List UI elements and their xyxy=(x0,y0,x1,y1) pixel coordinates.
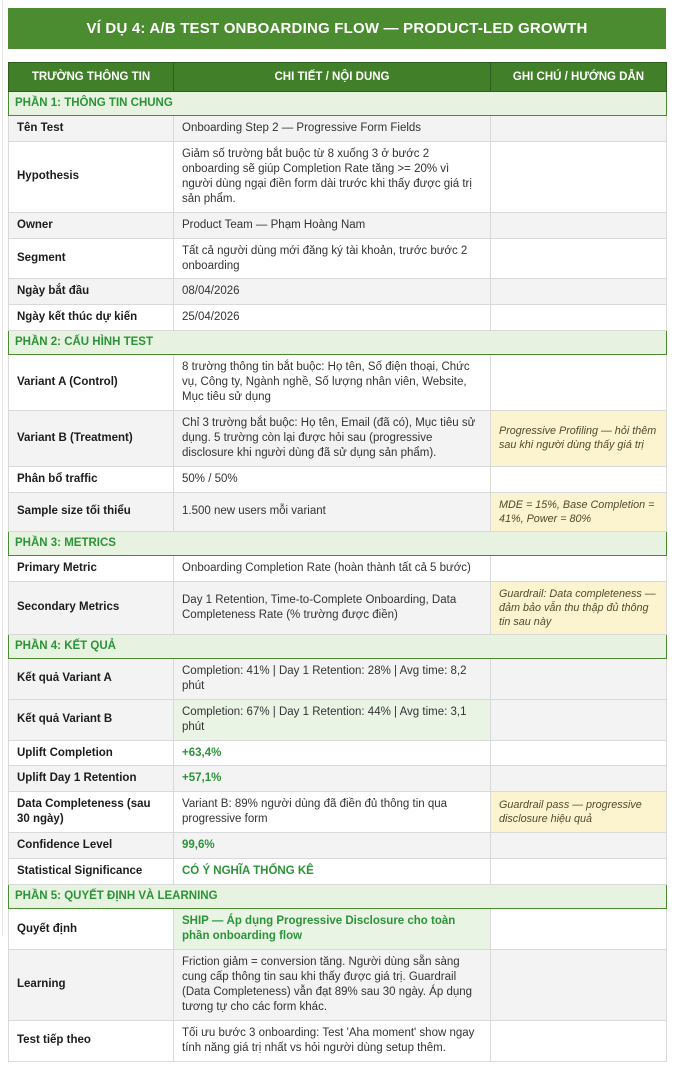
table-body xyxy=(9,92,667,1062)
detail-cell: +63,4% xyxy=(174,740,491,766)
field-label-cell: Hypothesis xyxy=(9,141,174,212)
detail-cell: Onboarding Completion Rate (hoàn thành tất cả 5 bước) xyxy=(174,555,491,581)
detail-cell: 08/04/2026 xyxy=(174,279,491,305)
field-label-cell: Ngày kết thúc dự kiến xyxy=(9,305,174,331)
table-row xyxy=(9,279,667,305)
note-cell xyxy=(491,859,667,885)
field-label-cell: Variant A (Control) xyxy=(9,355,174,411)
note-cell xyxy=(491,466,667,492)
note-cell xyxy=(491,238,667,279)
note-cell xyxy=(491,658,667,699)
section-title: PHẦN 1: THÔNG TIN CHUNG xyxy=(9,92,667,116)
detail-cell: 25/04/2026 xyxy=(174,305,491,331)
section-header-row xyxy=(9,331,667,355)
field-label-cell: Learning xyxy=(9,949,174,1020)
note-cell xyxy=(491,279,667,305)
field-label-cell: Statistical Significance xyxy=(9,859,174,885)
table-row xyxy=(9,658,667,699)
detail-cell: CÓ Ý NGHĨA THỐNG KÊ xyxy=(174,859,491,885)
field-label-cell: Confidence Level xyxy=(9,833,174,859)
field-label-cell: Primary Metric xyxy=(9,555,174,581)
table-row xyxy=(9,833,667,859)
field-label-cell: Tên Test xyxy=(9,115,174,141)
table-row xyxy=(9,355,667,411)
table-row xyxy=(9,411,667,467)
table-row xyxy=(9,740,667,766)
note-cell xyxy=(491,115,667,141)
note-cell xyxy=(491,909,667,950)
table-header-row xyxy=(9,63,667,92)
field-label-cell: Secondary Metrics xyxy=(9,581,174,634)
table-row xyxy=(9,141,667,212)
column-header-field: TRƯỜNG THÔNG TIN xyxy=(9,63,174,92)
table-row xyxy=(9,766,667,792)
detail-cell: Giảm số trường bắt buộc từ 8 xuống 3 ở bước 2 onboarding sẽ giúp Completion Rate tăng >= 20% vì người dùng ngại điền form dài trước khi thấy được giá trị sản phẩm. xyxy=(174,141,491,212)
table-row xyxy=(9,238,667,279)
section-title: PHẦN 2: CẤU HÌNH TEST xyxy=(9,331,667,355)
column-header-detail: CHI TIẾT / NỘI DUNG xyxy=(174,63,491,92)
note-cell: Progressive Profiling — hỏi thêm sau khi người dùng thấy giá trị xyxy=(491,411,667,467)
spreadsheet-gridline xyxy=(2,0,3,936)
table-row xyxy=(9,492,667,531)
table-row xyxy=(9,859,667,885)
field-label-cell: Ngày bắt đầu xyxy=(9,279,174,305)
table-row xyxy=(9,1020,667,1061)
detail-cell: Chỉ 3 trường bắt buộc: Họ tên, Email (đã có), Mục tiêu sử dụng. 5 trường còn lại được hỏi sau (progressive disclosure khi người dùng đã sử dụng sản phẩm). xyxy=(174,411,491,467)
note-cell: Guardrail: Data completeness — đảm bảo vẫn thu thập đủ thông tin sau này xyxy=(491,581,667,634)
note-cell: MDE = 15%, Base Completion = 41%, Power = 80% xyxy=(491,492,667,531)
field-label-cell: Kết quả Variant A xyxy=(9,658,174,699)
table-row xyxy=(9,305,667,331)
detail-cell: Tất cả người dùng mới đăng ký tài khoản, trước bước 2 onboarding xyxy=(174,238,491,279)
section-header-row xyxy=(9,634,667,658)
detail-cell: Friction giảm = conversion tăng. Người dùng sẵn sàng cung cấp thông tin sau khi thấy được giá trị. Guardrail (Data Completeness) vẫn đạt 89% sau 30 ngày. Áp dụng tương tự cho các form khác. xyxy=(174,949,491,1020)
table-row xyxy=(9,466,667,492)
table-row xyxy=(9,792,667,833)
detail-cell: 1.500 new users mỗi variant xyxy=(174,492,491,531)
note-cell xyxy=(491,766,667,792)
section-title: PHẦN 5: QUYẾT ĐỊNH VÀ LEARNING xyxy=(9,885,667,909)
page-title: VÍ DỤ 4: A/B TEST ONBOARDING FLOW — PRODUCT-LED GROWTH xyxy=(8,8,666,49)
info-table xyxy=(8,62,667,1062)
note-cell xyxy=(491,699,667,740)
note-cell xyxy=(491,212,667,238)
note-cell xyxy=(491,1020,667,1061)
section-header-row xyxy=(9,885,667,909)
field-label-cell: Variant B (Treatment) xyxy=(9,411,174,467)
note-cell xyxy=(491,740,667,766)
detail-cell: Day 1 Retention, Time-to-Complete Onboarding, Data Completeness Rate (% trường được điền) xyxy=(174,581,491,634)
field-label-cell: Segment xyxy=(9,238,174,279)
detail-cell: Tối ưu bước 3 onboarding: Test 'Aha moment' show ngay tính năng giá trị nhất vs hỏi người dùng setup thêm. xyxy=(174,1020,491,1061)
detail-cell: 99,6% xyxy=(174,833,491,859)
note-cell xyxy=(491,305,667,331)
note-cell xyxy=(491,949,667,1020)
note-cell: Guardrail pass — progressive disclosure hiệu quả xyxy=(491,792,667,833)
detail-cell: Variant B: 89% người dùng đã điền đủ thông tin qua progressive form xyxy=(174,792,491,833)
detail-cell: Product Team — Phạm Hoàng Nam xyxy=(174,212,491,238)
field-label-cell: Phân bổ traffic xyxy=(9,466,174,492)
table-row xyxy=(9,909,667,950)
detail-cell: Completion: 67% | Day 1 Retention: 44% | Avg time: 3,1 phút xyxy=(174,699,491,740)
section-header-row xyxy=(9,531,667,555)
section-title: PHẦN 4: KẾT QUẢ xyxy=(9,634,667,658)
column-header-note: GHI CHÚ / HƯỚNG DẪN xyxy=(491,63,667,92)
table-row xyxy=(9,949,667,1020)
table-row xyxy=(9,115,667,141)
detail-cell: +57,1% xyxy=(174,766,491,792)
detail-cell: 8 trường thông tin bắt buộc: Họ tên, Số điện thoại, Chức vụ, Công ty, Ngành nghề, Số lượng nhân viên, Website, Mục tiêu sử dụng xyxy=(174,355,491,411)
table-row xyxy=(9,555,667,581)
field-label-cell: Data Completeness (sau 30 ngày) xyxy=(9,792,174,833)
table-row xyxy=(9,212,667,238)
section-header-row xyxy=(9,92,667,116)
section-title: PHẦN 3: METRICS xyxy=(9,531,667,555)
field-label-cell: Uplift Completion xyxy=(9,740,174,766)
detail-cell: SHIP — Áp dụng Progressive Disclosure cho toàn phần onboarding flow xyxy=(174,909,491,950)
note-cell xyxy=(491,141,667,212)
field-label-cell: Uplift Day 1 Retention xyxy=(9,766,174,792)
detail-cell: Onboarding Step 2 — Progressive Form Fields xyxy=(174,115,491,141)
field-label-cell: Kết quả Variant B xyxy=(9,699,174,740)
field-label-cell: Test tiếp theo xyxy=(9,1020,174,1061)
detail-cell: Completion: 41% | Day 1 Retention: 28% | Avg time: 8,2 phút xyxy=(174,658,491,699)
note-cell xyxy=(491,555,667,581)
field-label-cell: Sample size tối thiểu xyxy=(9,492,174,531)
table-row xyxy=(9,581,667,634)
field-label-cell: Quyết định xyxy=(9,909,174,950)
table-row xyxy=(9,699,667,740)
note-cell xyxy=(491,833,667,859)
note-cell xyxy=(491,355,667,411)
detail-cell: 50% / 50% xyxy=(174,466,491,492)
field-label-cell: Owner xyxy=(9,212,174,238)
